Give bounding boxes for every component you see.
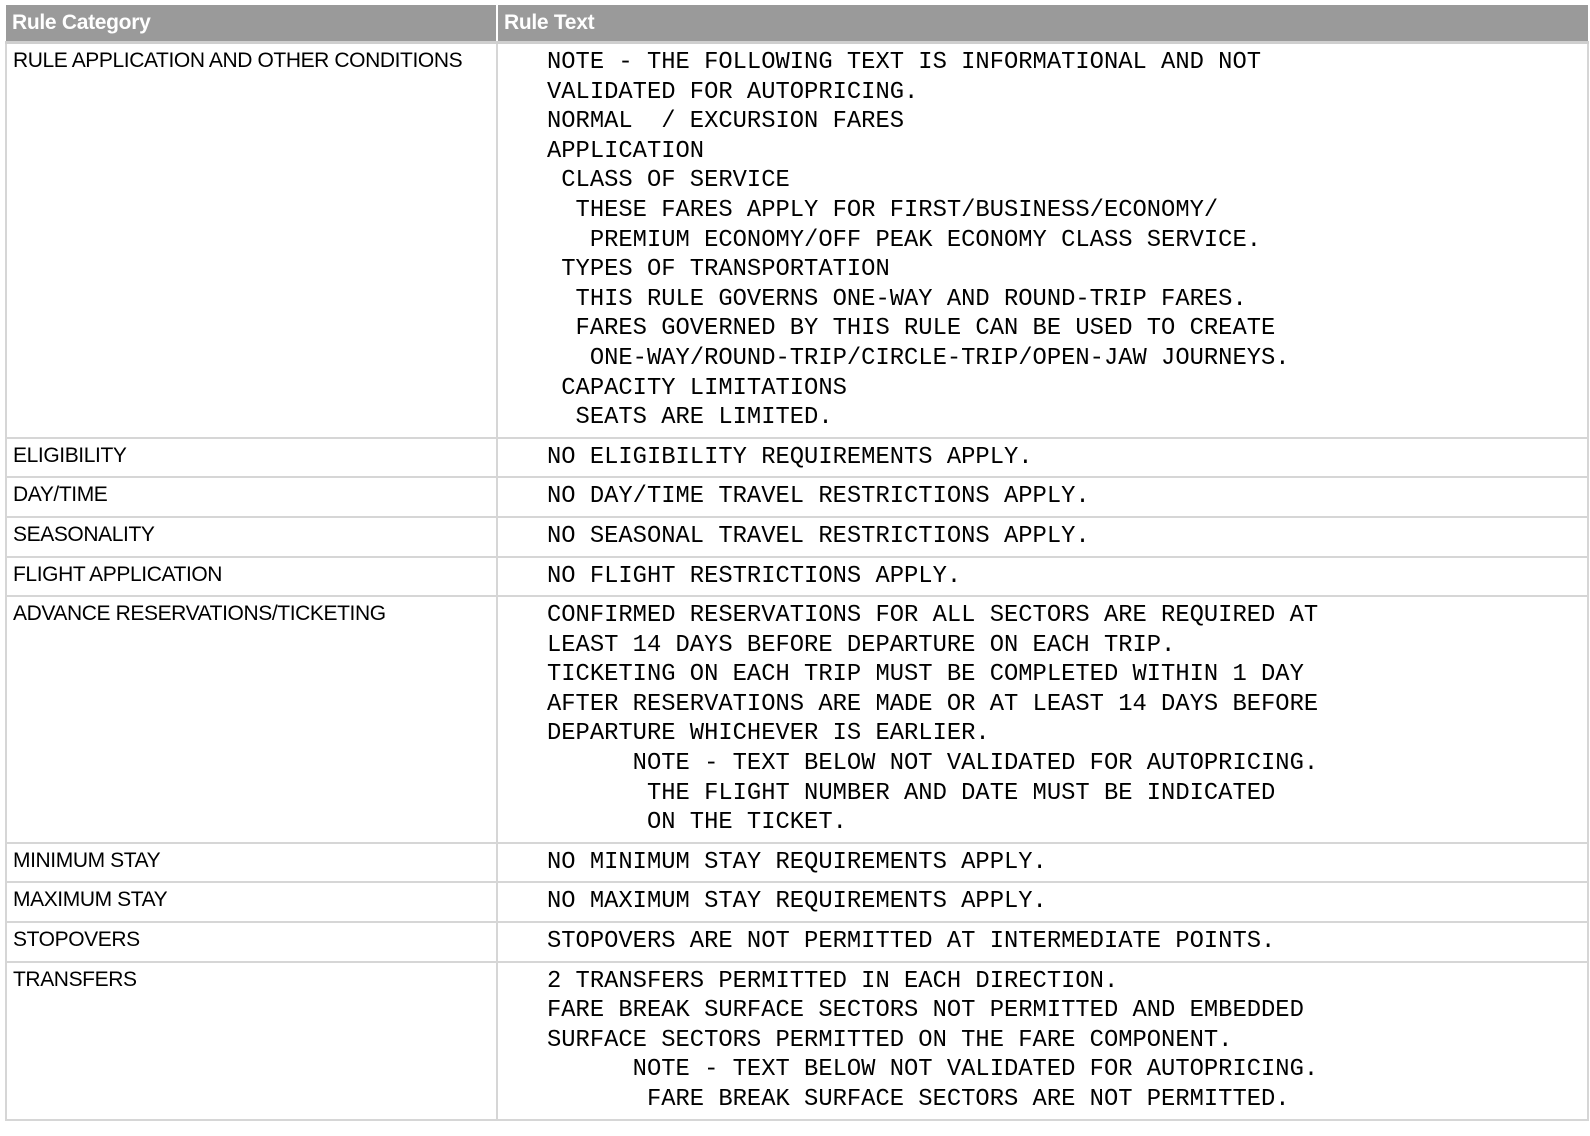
table-row xyxy=(6,557,1588,597)
rule-text-cell xyxy=(497,477,1588,517)
header-rule-category: Rule Category xyxy=(6,5,497,43)
rule-category-cell: SEASONALITY xyxy=(6,517,497,557)
rule-text: NO MAXIMUM STAY REQUIREMENTS APPLY. xyxy=(547,888,1047,916)
rule-text: NO ELIGIBILITY REQUIREMENTS APPLY. xyxy=(547,443,1033,471)
table-row xyxy=(6,922,1588,962)
rule-category-cell: DAY/TIME xyxy=(6,477,497,517)
rule-category-cell: RULE APPLICATION AND OTHER CONDITIONS xyxy=(6,43,497,438)
rule-text-cell xyxy=(497,596,1588,843)
rule-text: 2 TRANSFERS PERMITTED IN EACH DIRECTION. FARE BREAK SURFACE SECTORS NOT PERMITTED AND EMBEDDED SURFACE SECTORS PERMITTED ON THE FARE COMPONENT. NOTE - TEXT BELOW NOT VALIDATED FOR AUTOPRICING. FARE BREAK SURFACE SECTORS ARE NOT PERMITTED. xyxy=(547,967,1319,1113)
rule-text-cell xyxy=(497,882,1588,922)
table-row xyxy=(6,477,1588,517)
rules-table-container xyxy=(5,5,1587,1121)
rule-category-cell: ADVANCE RESERVATIONS/TICKETING xyxy=(6,596,497,843)
rule-text: NO DAY/TIME TRAVEL RESTRICTIONS APPLY. xyxy=(547,483,1090,511)
rule-text: NO SEASONAL TRAVEL RESTRICTIONS APPLY. xyxy=(547,522,1090,550)
table-row xyxy=(6,882,1588,922)
rule-text: STOPOVERS ARE NOT PERMITTED AT INTERMEDIATE POINTS. xyxy=(547,928,1276,956)
rule-text: CONFIRMED RESERVATIONS FOR ALL SECTORS ARE REQUIRED AT LEAST 14 DAYS BEFORE DEPARTURE ON EACH TRIP. TICKETING ON EACH TRIP MUST BE COMPLETED WITHIN 1 DAY AFTER RESERVATIONS ARE MADE OR AT LEAST 14 DAYS BEFORE DEPARTURE WHICHEVER IS EARLIER. NOTE - TEXT BELOW NOT VALIDATED FOR AUTOPRICING. THE FLIGHT NUMBER AND DATE MUST BE INDICATED ON THE TICKET. xyxy=(547,602,1319,837)
rule-text-cell xyxy=(497,43,1588,438)
rule-text-cell xyxy=(497,517,1588,557)
rule-text: NOTE - THE FOLLOWING TEXT IS INFORMATIONAL AND NOT VALIDATED FOR AUTOPRICING. NORMAL / EXCURSION FARES APPLICATION CLASS OF SERVICE THESE FARES APPLY FOR FIRST/BUSINESS/ECONOMY/ PREMIUM ECONOMY/OFF PEAK ECONOMY CLASS SERVICE. TYPES OF TRANSPORTATION THIS RULE GOVERNS ONE-WAY AND ROUND-TRIP FARES. FARES GOVERNED BY THIS RULE CAN BE USED TO CREATE ONE-WAY/ROUND-TRIP/CIRCLE-TRIP/OPEN-JAW JOURNEYS. CAPACITY LIMITATIONS SEATS ARE LIMITED. xyxy=(547,49,1290,432)
rule-text: NO MINIMUM STAY REQUIREMENTS APPLY. xyxy=(547,848,1047,876)
table-row xyxy=(6,843,1588,883)
rule-text-cell xyxy=(497,557,1588,597)
rule-text: NO FLIGHT RESTRICTIONS APPLY. xyxy=(547,562,962,590)
table-row xyxy=(6,517,1588,557)
table-row xyxy=(6,43,1588,438)
rule-category-cell: FLIGHT APPLICATION xyxy=(6,557,497,597)
rule-text-cell xyxy=(497,962,1588,1120)
rule-category-cell: STOPOVERS xyxy=(6,922,497,962)
rule-category-cell: ELIGIBILITY xyxy=(6,438,497,478)
table-row xyxy=(6,962,1588,1120)
rule-text-cell xyxy=(497,922,1588,962)
table-row xyxy=(6,596,1588,843)
rule-text-cell xyxy=(497,438,1588,478)
fare-rules-table xyxy=(5,5,1589,1121)
header-rule-text: Rule Text xyxy=(497,5,1588,43)
rule-category-cell: MAXIMUM STAY xyxy=(6,882,497,922)
table-row xyxy=(6,438,1588,478)
table-header-row xyxy=(6,5,1588,43)
rule-category-cell: TRANSFERS xyxy=(6,962,497,1120)
rule-text-cell xyxy=(497,843,1588,883)
rule-category-cell: MINIMUM STAY xyxy=(6,843,497,883)
